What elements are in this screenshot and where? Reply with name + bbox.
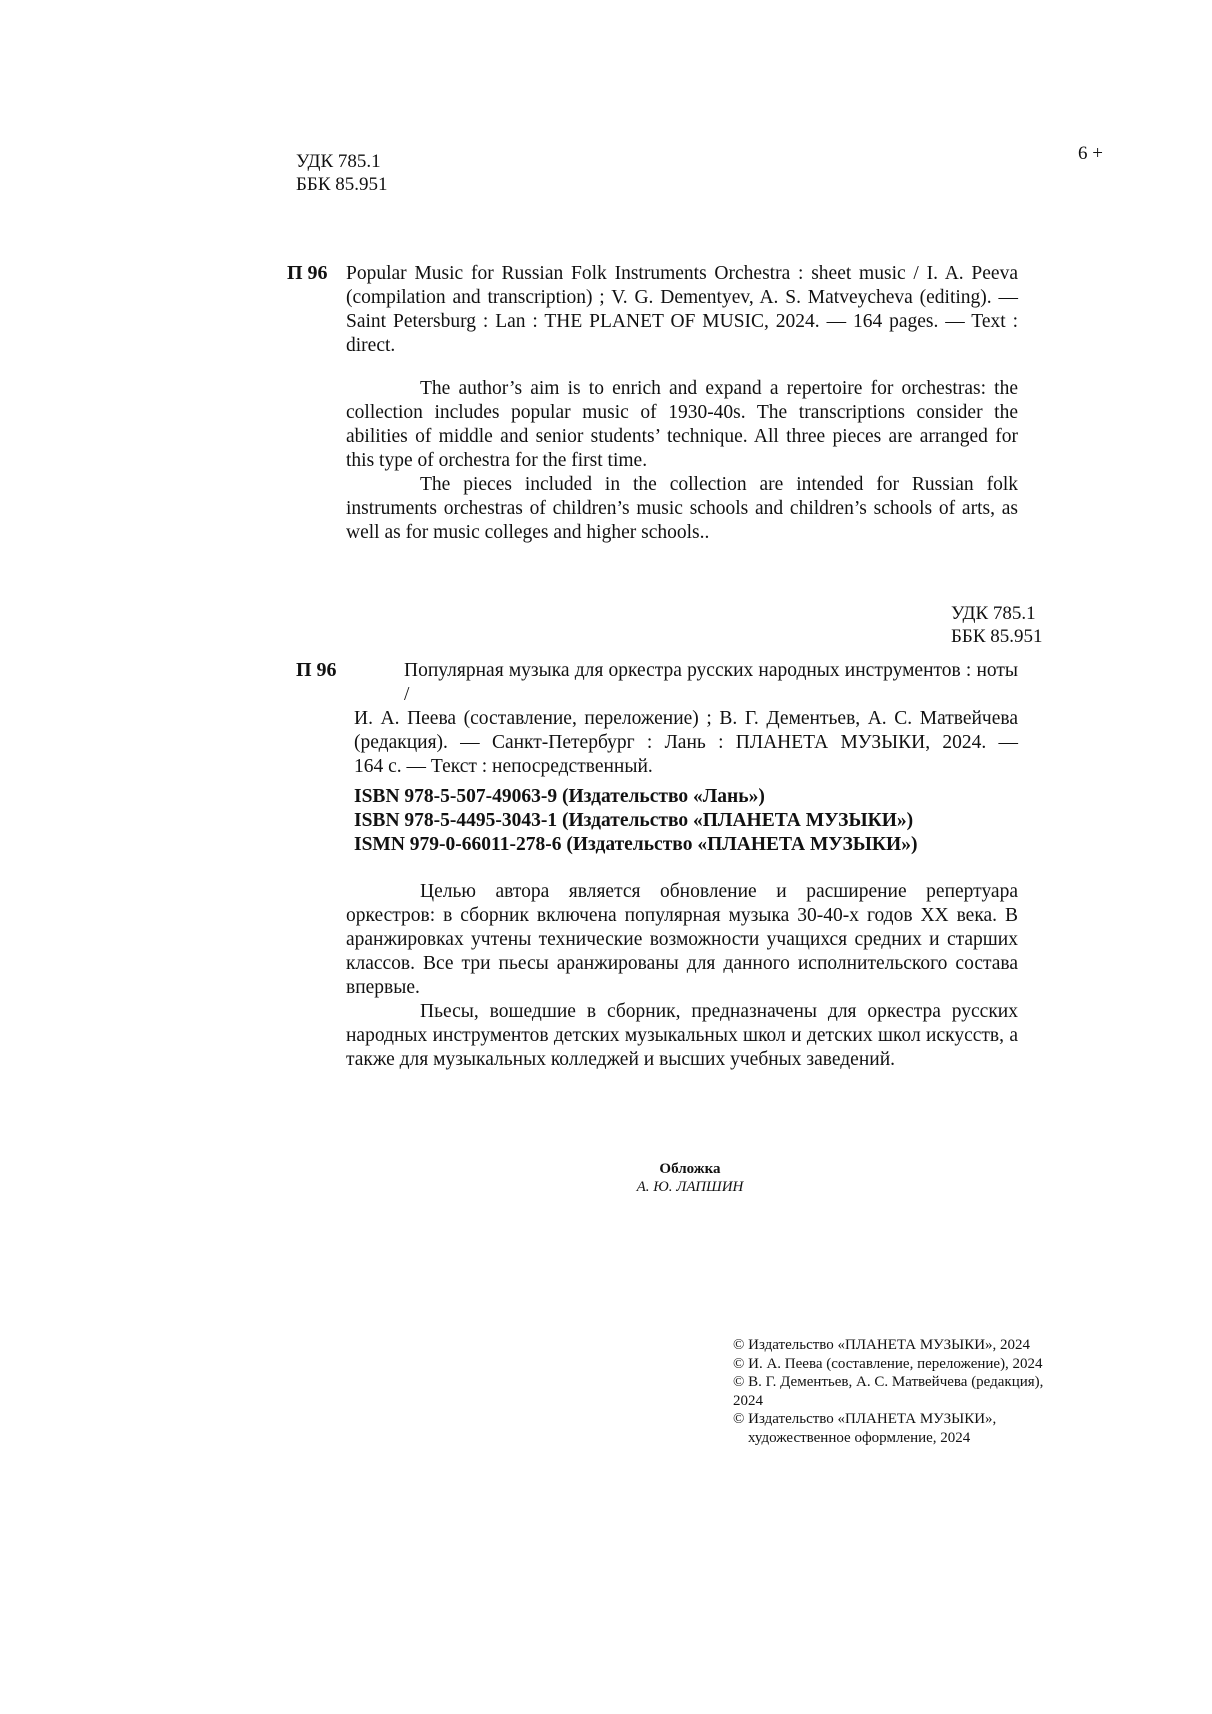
abstract-paragraph: The author’s aim is to enrich and expand a repertoire for orchestras: the collection includes popular music of 1930-40s. The transcriptions consider the abilities of middle and senior students’ technique. All three pieces are arranged for this type of orchestra for the first time. [346,378,1018,471]
abstract-paragraph: The pieces included in the collection are intended for Russian folk instruments orchestras of children’s music schools and children’s schools of arts, as well as for music colleges and higher schools.. [346,474,1018,543]
cover-credit [560,1160,820,1196]
bib-line: Популярная музыка для оркестра русских народных инструментов : ноты / [404,660,1018,705]
bib-line: (редакция). — Санкт-Петербург : Лань : ПЛАНЕТА МУЗЫКИ, 2024. — [354,732,1018,753]
bib-line: Saint Petersburg : Lan : THE PLANET OF MUSIC, 2024. — 164 pages. — Text : [346,311,1018,332]
author-mark-english: П 96 [287,262,328,284]
copyright-line: © И. А. Пеева (составление, переложение), 2024 [733,1355,1043,1372]
copyright-line: © Издательство «ПЛАНЕТА МУЗЫКИ», [733,1411,997,1427]
age-rating: 6 + [1078,143,1103,164]
abstract-english [346,377,1018,545]
cover-designer: А. Ю. ЛАПШИН [636,1179,744,1195]
bib-line: direct. [346,335,396,356]
copyright-line: © Издательство «ПЛАНЕТА МУЗЫКИ», 2024 [733,1337,1031,1353]
udk-code: УДК 785.1 [296,151,381,172]
abstract-paragraph: Целью автора является обновление и расширение репертуара оркестров: в сборник включена популярная музыка 30-40-х годов XX века. В аранжировках учтены технические возможности учащихся средних и старших классов. Все три пьесы аранжированы для данного исполнительского состава впервые. [346,881,1018,998]
udk-code: УДК 785.1 [951,603,1036,624]
bib-description-english [346,262,1018,358]
copyright-line: © В. Г. Дементьев, А. С. Матвейчева (редакция), [733,1374,1044,1390]
author-mark-russian: П 96 [296,659,337,681]
udk-bbk-block-russian [951,602,1043,648]
abstract-paragraph: Пьесы, вошедшие в сборник, предназначены для оркестра русских народных инструментов детских музыкальных школ и детских школ искусств, а также для музыкальных колледжей и высших учебных заведений. [346,1001,1018,1070]
isbn-planet: ISBN 978-5-4495-3043-1 (Издательство «ПЛАНЕТА МУЗЫКИ») [354,810,914,831]
bib-line: Popular Music for Russian Folk Instruments Orchestra : sheet music / I. A. Peeva [346,263,1018,284]
bib-description-russian [354,659,1018,779]
bib-line: И. А. Пеева (составление, переложение) ; В. Г. Дементьев, А. С. Матвейчева [354,708,1018,729]
bbk-code: ББК 85.951 [296,174,388,195]
bib-line: 164 с. — Текст : непосредственный. [354,756,653,777]
isbn-lan: ISBN 978-5-507-49063-9 (Издательство «Лань») [354,786,765,807]
udk-bbk-block-english [296,150,388,196]
ismn-planet: ISMN 979-0-66011-278-6 (Издательство «ПЛАНЕТА МУЗЫКИ») [354,834,918,855]
bib-line: (compilation and transcription) ; V. G. Dementyev, A. S. Matveycheva (editing). — [346,287,1018,308]
isbn-block [354,785,917,857]
copyright-line: 2024 [733,1392,763,1409]
bbk-code: ББК 85.951 [951,626,1043,647]
copyright-block [733,1336,1093,1447]
abstract-russian [346,880,1018,1072]
copyright-line: художественное оформление, 2024 [748,1429,971,1446]
cover-label: Обложка [659,1161,721,1177]
